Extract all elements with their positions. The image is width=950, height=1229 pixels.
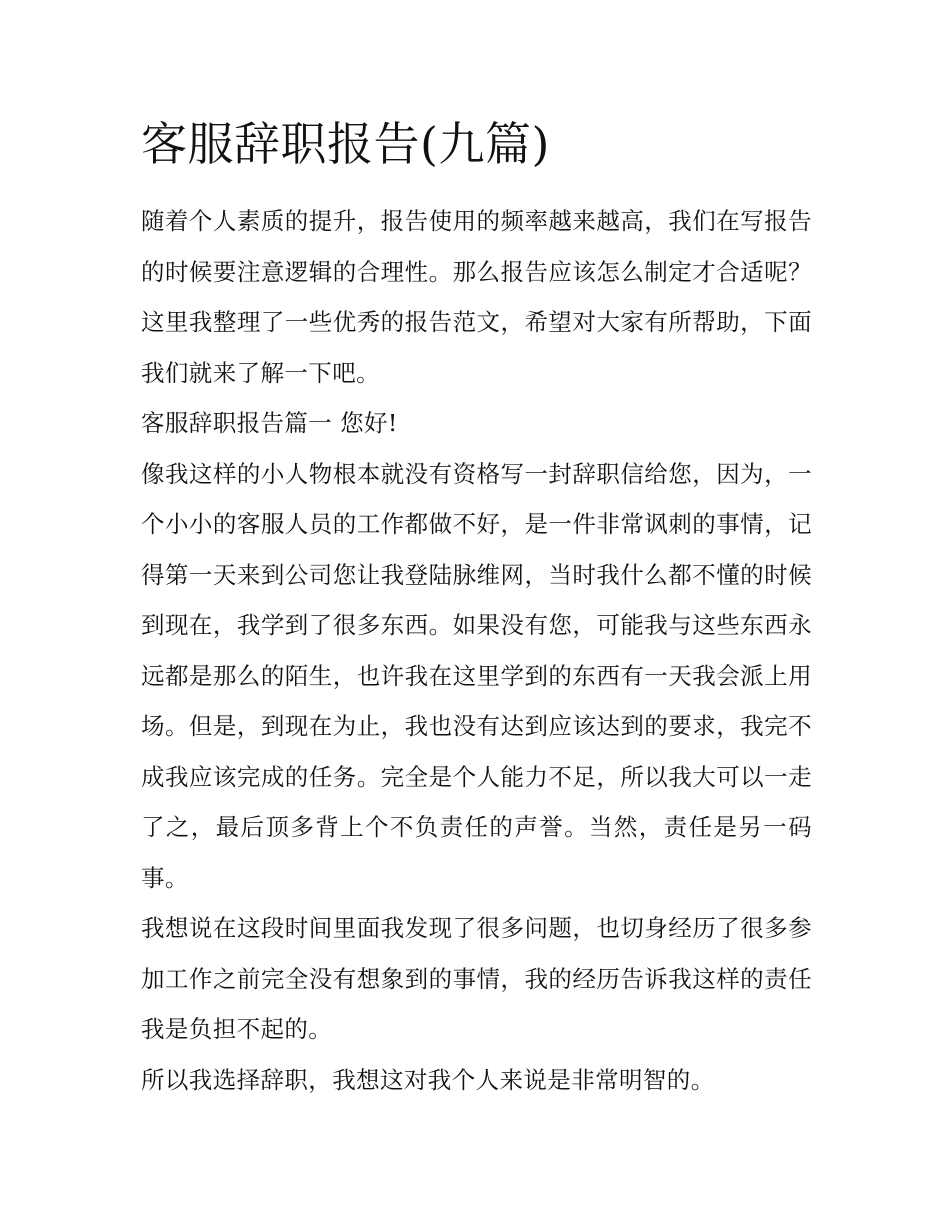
intro-paragraph: 随着个人素质的提升，报告使用的频率越来越高，我们在写报告的时候要注意逻辑的合理性。那么报告应该怎么制定才合适呢？这里我整理了一些优秀的报告范文，希望对大家有所帮助，下面我们就来了解一下吧。 xyxy=(141,207,812,387)
body-paragraph: 我想说在这段时间里面我发现了很多问题，也切身经历了很多参加工作之前完全没有想象到的事情，我的经历告诉我这样的责任我是负担不起的。 xyxy=(141,914,812,1043)
section-heading-paragraph: 客服辞职报告篇一 您好! xyxy=(141,409,398,437)
body-paragraph: 所以我选择辞职，我想这对我个人来说是非常明智的。 xyxy=(141,1065,715,1094)
body-paragraph: 像我这样的小人物根本就没有资格写一封辞职信给您，因为，一个小小的客服人员的工作都做不好，是一件非常讽刺的事情，记得第一天来到公司您让我登陆脉维网，当时我什么都不懂的时候到现在，我学到了很多东西。如果没有您，可能我与这些东西永远都是那么的陌生，也许我在这里学到的东西有一天我会派上用场。但是，到现在为止，我也没有达到应该达到的要求，我完不成我应该完成的任务。完全是个人能力不足，所以我大可以一走了之，最后顶多背上个不负责任的声誉。当然，责任是另一码事。 xyxy=(141,459,812,892)
document-title: 客服辞职报告(九篇) xyxy=(141,117,550,171)
